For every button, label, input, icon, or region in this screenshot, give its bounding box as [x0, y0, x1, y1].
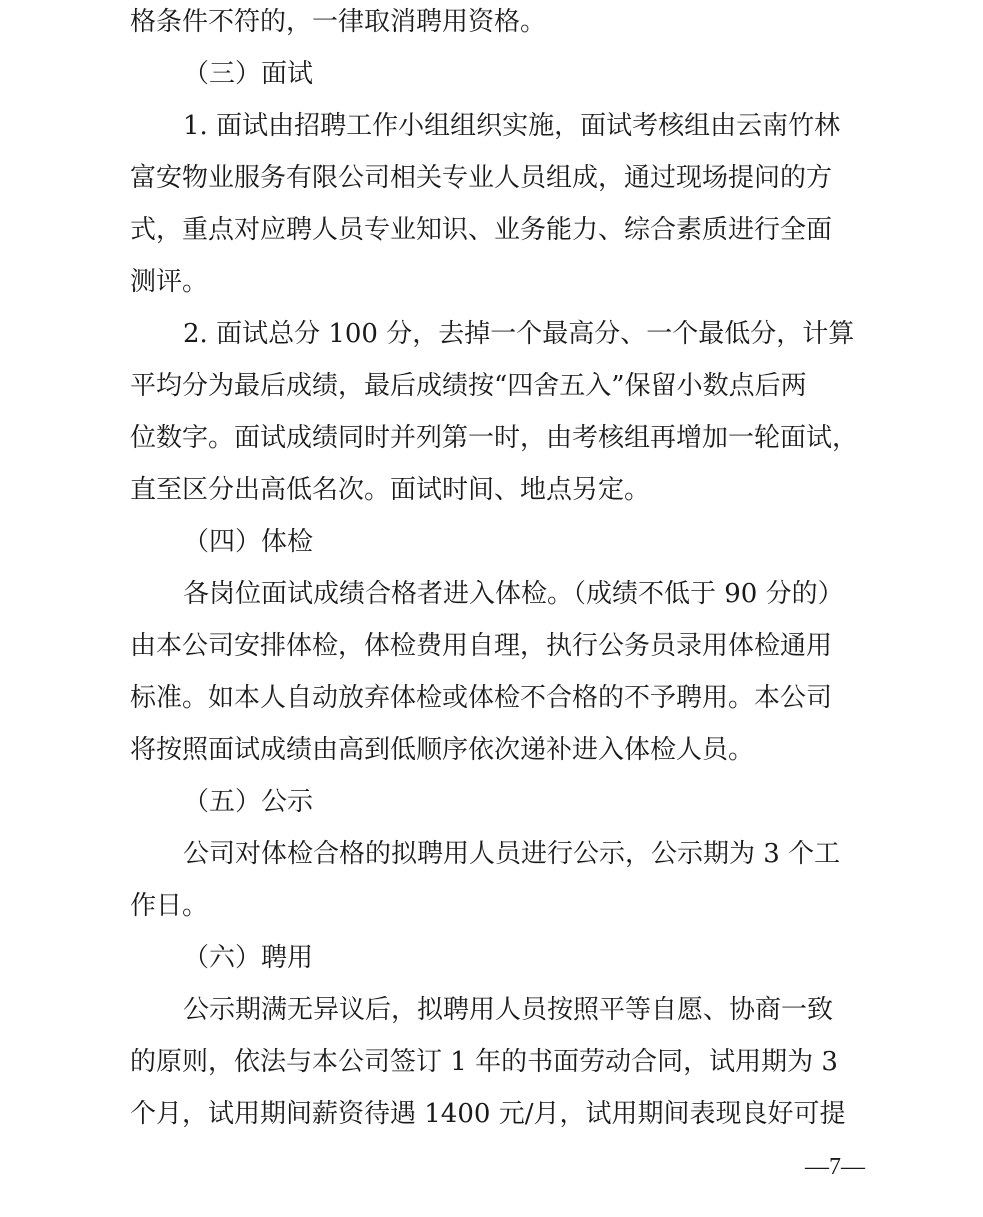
text-line: 平均分为最后成绩，最后成绩按“四舍五入”保留小数点后两 — [130, 371, 807, 401]
text-line: 各岗位面试成绩合格者进入体检。（成绩不低于 90 分的） — [183, 579, 844, 609]
text-line: 直至区分出高低名次。面试时间、地点另定。 — [130, 475, 651, 505]
text-line: 作日。 — [130, 891, 209, 921]
page-number: —7— — [805, 1154, 865, 1180]
section-heading: （五）公示 — [183, 787, 314, 817]
text-line: 公示期满无异议后，拟聘用人员按照平等自愿、协商一致 — [183, 995, 834, 1025]
text-line: 个月，试用期间薪资待遇 1400 元/月，试用期间表现良好可提 — [130, 1099, 846, 1129]
text-line: 式，重点对应聘人员专业知识、业务能力、综合素质进行全面 — [130, 215, 833, 245]
section-heading: （四）体检 — [183, 527, 314, 557]
text-line: 测评。 — [130, 267, 209, 297]
text-line: 位数字。面试成绩同时并列第一时，由考核组再增加一轮面试， — [130, 423, 859, 453]
text-line: 公司对体检合格的拟聘用人员进行公示，公示期为 3 个工 — [183, 839, 841, 869]
section-heading: （三）面试 — [183, 59, 314, 89]
text-line: 由本公司安排体检，体检费用自理，执行公务员录用体检通用 — [130, 631, 833, 661]
text-line: 1. 面试由招聘工作小组组织实施，面试考核组由云南竹林 — [183, 111, 841, 141]
text-line: 富安物业服务有限公司相关专业人员组成，通过现场提问的方 — [130, 163, 833, 193]
text-line: 的原则，依法与本公司签订 1 年的书面劳动合同，试用期为 3 — [130, 1047, 838, 1077]
section-heading: （六）聘用 — [183, 943, 314, 973]
text-line: 2. 面试总分 100 分，去掉一个最高分、一个最低分，计算 — [183, 319, 855, 349]
text-line: 格条件不符的，一律取消聘用资格。 — [130, 7, 547, 37]
text-line: 将按照面试成绩由高到低顺序依次递补进入体检人员。 — [130, 735, 755, 765]
text-line: 标准。如本人自动放弃体检或体检不合格的不予聘用。本公司 — [130, 683, 833, 713]
